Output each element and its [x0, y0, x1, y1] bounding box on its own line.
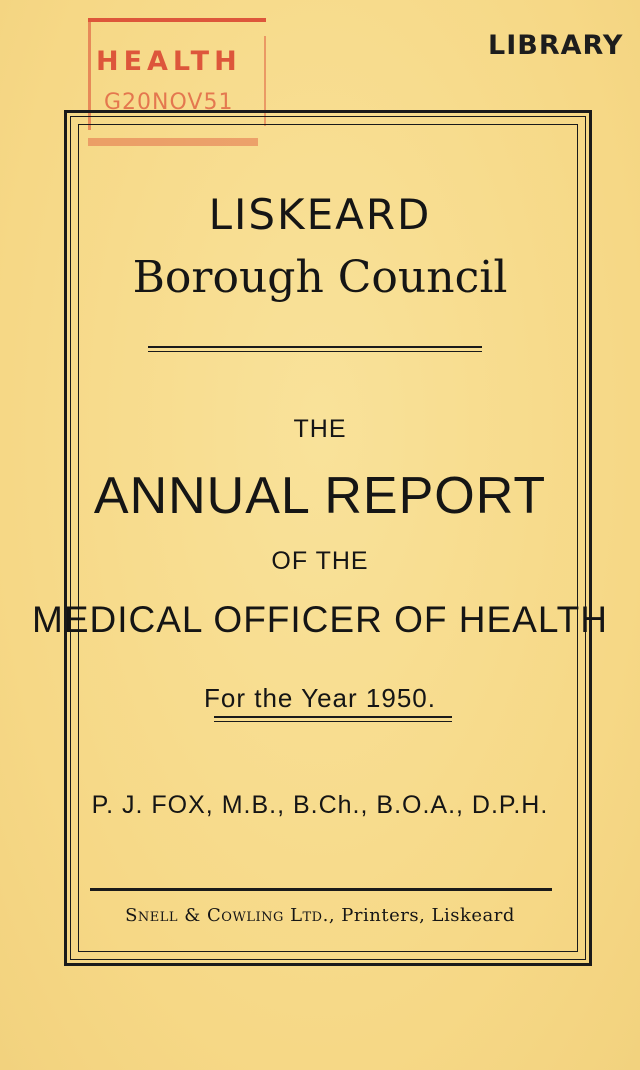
- year-underline: [214, 716, 452, 718]
- report-title: ANNUAL REPORT: [93, 467, 547, 525]
- printer-divider-rule: [90, 888, 552, 891]
- author-credit: P. J. FOX, M.B., B.Ch., B.O.A., D.P.H.: [91, 791, 549, 819]
- council-title: LISKEARD: [208, 190, 432, 239]
- officer-title: MEDICAL OFFICER OF HEALTH: [32, 599, 608, 640]
- library-mark: LIBRARY: [488, 30, 624, 61]
- stamp-border-top: [88, 18, 266, 22]
- printer-location: Printers, Liskeard: [341, 905, 515, 926]
- divider-rule-thin: [148, 351, 482, 352]
- year-underline-thin: [214, 721, 452, 722]
- divider-rule: [148, 346, 482, 348]
- report-of-the: OF THE: [271, 547, 369, 575]
- report-year: For the Year 1950.: [204, 683, 436, 713]
- stamp-date: G20NOV51: [104, 90, 234, 115]
- printer-name: Snell & Cowling Ltd.,: [125, 905, 336, 926]
- council-subtitle: Borough Council: [132, 252, 508, 303]
- report-article: THE: [293, 415, 347, 443]
- printer-credit: [0, 905, 640, 926]
- cover-frame-inner: [78, 124, 578, 952]
- stamp-department: HEALTH: [96, 46, 242, 77]
